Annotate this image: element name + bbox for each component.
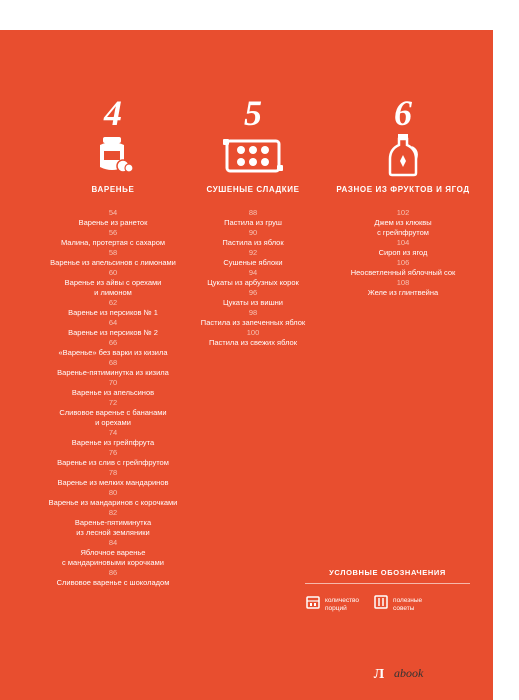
entry-page: 68 (108, 358, 118, 367)
entry-page: 70 (108, 378, 118, 387)
entry-page: 66 (108, 338, 118, 347)
entry-title: Малина, протертая с сахаром (60, 238, 166, 247)
list-item[interactable] (28, 538, 198, 568)
watermark-text: abook (394, 666, 424, 680)
list-item[interactable] (168, 208, 338, 228)
portions-icon (305, 594, 321, 615)
baking-tray-icon (168, 133, 338, 177)
section-dried-sweets (168, 95, 338, 348)
entry-page: 90 (248, 228, 258, 237)
entry-title: Варенье из ранеток (78, 218, 148, 227)
entry-title: Варенье из апельсинов (71, 388, 155, 397)
entry-page: 104 (396, 238, 410, 247)
entry-list (168, 208, 338, 348)
list-item[interactable] (28, 398, 198, 428)
section-number: 6 (394, 93, 412, 133)
entry-page: 88 (248, 208, 258, 217)
section-number: 4 (104, 93, 122, 133)
entry-page: 94 (248, 268, 258, 277)
list-item[interactable] (168, 328, 338, 348)
entry-title: Пастила из яблок (222, 238, 284, 247)
entry-title: Варенье из мелких мандаринов (57, 478, 169, 487)
entry-page: 64 (108, 318, 118, 327)
watermark-logo: Л (368, 664, 390, 686)
entry-page: 82 (108, 508, 118, 517)
section-heading: СУШЕНЫЕ СЛАДКИЕ (206, 185, 300, 194)
entry-title: Цукаты из арбузных корок (207, 278, 299, 287)
entry-title: Варенье из персиков № 1 (68, 308, 158, 317)
legend-title: УСЛОВНЫЕ ОБОЗНАЧЕНИЯ (305, 568, 470, 584)
entry-page: 100 (246, 328, 260, 337)
entry-page: 106 (396, 258, 410, 267)
entry-title: Желе из глинтвейна (367, 288, 439, 297)
entry-title: Сливовое варенье с шоколадом (56, 578, 170, 587)
legend-items (305, 594, 470, 615)
entry-list (318, 208, 488, 298)
legend (305, 568, 470, 615)
entry-title: Варенье-пятиминутка из кизила (57, 368, 169, 377)
list-item[interactable] (28, 488, 198, 508)
legend-item-portions (305, 594, 359, 615)
list-item[interactable] (168, 308, 338, 328)
list-item[interactable] (28, 508, 198, 538)
syrup-bottle-icon (318, 133, 488, 177)
entry-page: 54 (108, 208, 118, 217)
list-item[interactable] (28, 468, 198, 488)
entry-title: Цукаты из вишни (223, 298, 283, 307)
entry-title: Варенье из мандаринов с корочками (48, 498, 178, 507)
entry-page: 96 (248, 288, 258, 297)
entry-title: Сушеные яблоки (223, 258, 283, 267)
entry-page: 108 (396, 278, 410, 287)
entry-page: 60 (108, 268, 118, 277)
entry-page: 92 (248, 248, 258, 257)
list-item[interactable] (168, 248, 338, 268)
legend-label: полезные советы (393, 596, 423, 612)
entry-page: 56 (108, 228, 118, 237)
list-item[interactable] (28, 428, 198, 448)
entry-title: Яблочное варенье с мандариновыми корочками (62, 548, 164, 567)
entry-title: Варенье-пятиминутка из лесной земляники (74, 518, 152, 537)
entry-page: 80 (108, 488, 118, 497)
entry-page: 58 (108, 248, 118, 257)
entry-page: 84 (108, 538, 118, 547)
list-item[interactable] (318, 278, 488, 298)
list-item[interactable] (28, 568, 198, 588)
legend-item-tips (373, 594, 422, 615)
entry-title: Пастила из груш (224, 218, 282, 227)
list-item[interactable] (168, 228, 338, 248)
entry-title: Варенье из грейпфрута (71, 438, 155, 447)
entry-title: Сливовое варенье с бананами и орехами (59, 408, 167, 427)
list-item[interactable] (318, 258, 488, 278)
list-item[interactable] (28, 378, 198, 398)
entry-page: 86 (108, 568, 118, 577)
entry-page: 74 (108, 428, 118, 437)
entry-page: 98 (248, 308, 258, 317)
tips-icon (373, 594, 389, 615)
section-heading: РАЗНОЕ ИЗ ФРУКТОВ И ЯГОД (336, 185, 470, 194)
entry-title: «Варенье» без варки из кизила (58, 348, 168, 357)
entry-page: 76 (108, 448, 118, 457)
entry-title: Джем из клюквы с грейпфрутом (374, 218, 432, 237)
entry-title: Варенье из апельсинов с лимонами (50, 258, 176, 267)
list-item[interactable] (318, 238, 488, 258)
entry-title: Сироп из ягод (378, 248, 428, 257)
entry-page: 62 (108, 298, 118, 307)
entry-title: Неосветленный яблочный сок (350, 268, 456, 277)
section-heading: ВАРЕНЬЕ (91, 185, 135, 194)
list-item[interactable] (318, 208, 488, 238)
entry-page: 78 (108, 468, 118, 477)
list-item[interactable] (28, 448, 198, 468)
list-item[interactable] (168, 288, 338, 308)
list-item[interactable] (28, 358, 198, 378)
entry-title: Пастила из запеченных яблок (200, 318, 306, 327)
list-item[interactable] (168, 268, 338, 288)
legend-label: количество порций (325, 596, 360, 612)
section-fruits-berries (318, 95, 488, 298)
entry-title: Варенье из персиков № 2 (68, 328, 158, 337)
section-number: 5 (244, 93, 262, 133)
entry-title: Варенье из слив с грейпфрутом (57, 458, 169, 467)
entry-page: 72 (108, 398, 118, 407)
entry-title: Варенье из айвы с орехами и лимоном (64, 278, 162, 297)
entry-page: 102 (396, 208, 410, 217)
entry-title: Пастила из свежих яблок (209, 338, 297, 347)
